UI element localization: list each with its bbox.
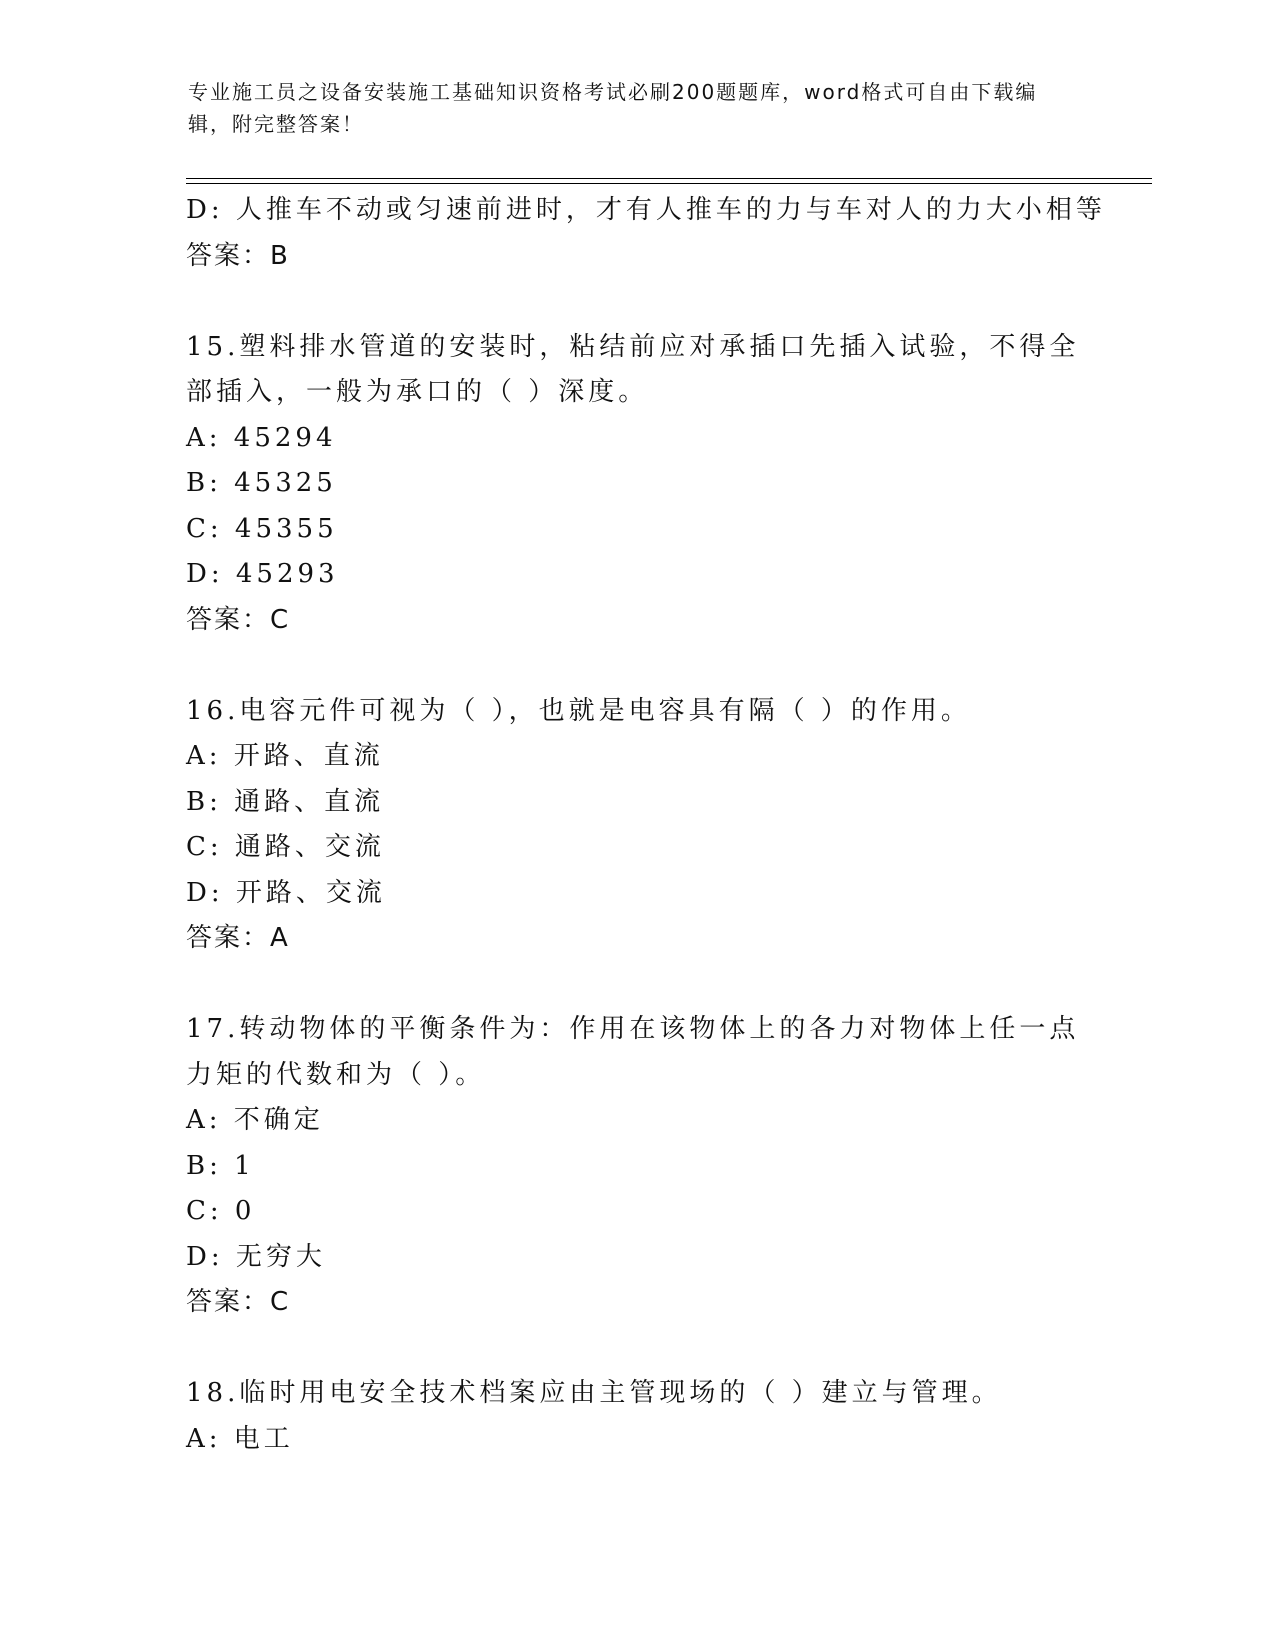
question-15 [186, 325, 1086, 644]
question-stem: 18.临时用电安全技术档案应由主管现场的（ ）建立与管理。 [186, 1378, 1002, 1408]
question-17 [186, 1007, 1086, 1326]
document-header: 专业施工员之设备安装施工基础知识资格考试必刷200题题库，word格式可自由下载编辑，附完整答案！ [188, 80, 1038, 136]
option-b: B: 45325 [186, 468, 337, 498]
option-a: A: 开路、直流 [186, 741, 384, 771]
option-c: C: 45355 [186, 513, 338, 544]
question-stem: 16.电容元件可视为（ ），也就是电容具有隔（ ）的作用。 [186, 695, 971, 726]
option-d: D: 开路、交流 [186, 877, 386, 908]
option-b: B: 1 [186, 1150, 255, 1181]
option-c: C: 通路、交流 [186, 832, 385, 862]
header-divider-bottom [186, 183, 1152, 184]
spacer [186, 643, 1086, 689]
option-a: A: 电工 [186, 1423, 294, 1454]
question-16 [186, 689, 1086, 962]
question-stem: 17.转动物体的平衡条件为：作用在该物体上的各力对物体上任一点力矩的代数和为（ ）。 [186, 1014, 1080, 1090]
question-list [186, 188, 1106, 1462]
question-18 [186, 1371, 1086, 1462]
answer: 答案：A [186, 923, 290, 953]
prev-option-d: D: 人推车不动或匀速前进时，才有人推车的力与车对人的力大小相等 [186, 195, 1106, 225]
option-a: A: 不确定 [186, 1105, 324, 1135]
answer: 答案：C [186, 1287, 291, 1317]
question-stem: 15.塑料排水管道的安装时，粘结前应对承插口先插入试验，不得全部插入，一般为承口的（ ）深度。 [186, 331, 1080, 407]
option-d: D: 无穷大 [186, 1241, 326, 1272]
spacer [186, 962, 1086, 1008]
prev-answer: 答案：B [186, 240, 290, 271]
spacer [186, 279, 1086, 325]
answer: 答案：C [186, 604, 291, 635]
option-b: B: 通路、直流 [186, 786, 385, 817]
header-divider-top [186, 178, 1152, 179]
option-c: C: 0 [186, 1196, 256, 1226]
spacer [186, 1326, 1086, 1372]
option-d: D: 45293 [186, 559, 339, 589]
option-a: A: 45294 [186, 422, 337, 453]
